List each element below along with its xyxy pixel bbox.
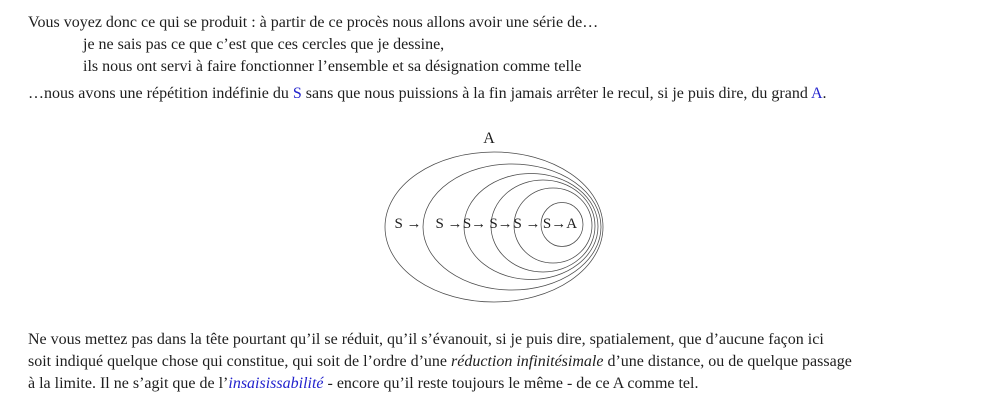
signifier-s: S (292, 85, 302, 102)
diagram-label-s1: S → (394, 216, 422, 232)
emphasis-insaisissabilite: insaisissabilité (228, 375, 324, 392)
line3-text-pre: à la limite. Il ne s’agit que de l’ (28, 375, 229, 392)
line4-text-pre: …nous avons une répétition indéfinie du (28, 85, 293, 102)
diagram-label-s4: S→ (489, 216, 513, 232)
paragraph-line-3: ils nous ont servi à faire fonctionner l’ensemble et sa désignation comme telle (83, 58, 582, 75)
grand-a: A (810, 85, 823, 102)
bottom-line-2 (28, 351, 980, 373)
emphasis-reduction-infinitesimale: réduction infinitésimale (451, 353, 604, 370)
diagram-label-s5: S → (513, 216, 541, 232)
line2-text-pre: soit indiqué quelque chose qui constitue, qui soit de l’ordre d’une (28, 353, 452, 370)
nested-circles-diagram (360, 120, 620, 315)
paragraph-line-1: Vous voyez donc ce qui se produit : à partir de ce procès nous allons avoir une série de… (28, 14, 599, 31)
line4-text-end: . (822, 85, 827, 102)
diagram-label-A: A (483, 130, 495, 147)
top-paragraph (28, 12, 980, 105)
line3-text-post: - encore qu’il reste toujours le même - de ce A comme tel. (323, 375, 699, 392)
line4-text-mid: sans que nous puissions à la fin jamais arrêter le recul, si je puis dire, du grand (301, 85, 811, 102)
diagram-label-s-to-a: S→A (542, 216, 578, 232)
bottom-paragraph (28, 329, 980, 395)
bottom-line-1: Ne vous mettez pas dans la tête pourtant qu’il se réduit, qu’il s’évanouit, si je puis dire, spatialement, que d’aucune façon ici (28, 331, 824, 348)
paragraph-line-4 (28, 83, 980, 105)
paragraph-line-2: je ne sais pas ce que c’est que ces cercles que je dessine, (83, 36, 445, 53)
diagram-label-s2: S → (435, 216, 463, 232)
diagram-label-s3: S→ (462, 216, 487, 232)
line2-text-post: d’une distance, ou de quelque passage (603, 353, 852, 370)
bottom-line-3 (28, 373, 980, 395)
